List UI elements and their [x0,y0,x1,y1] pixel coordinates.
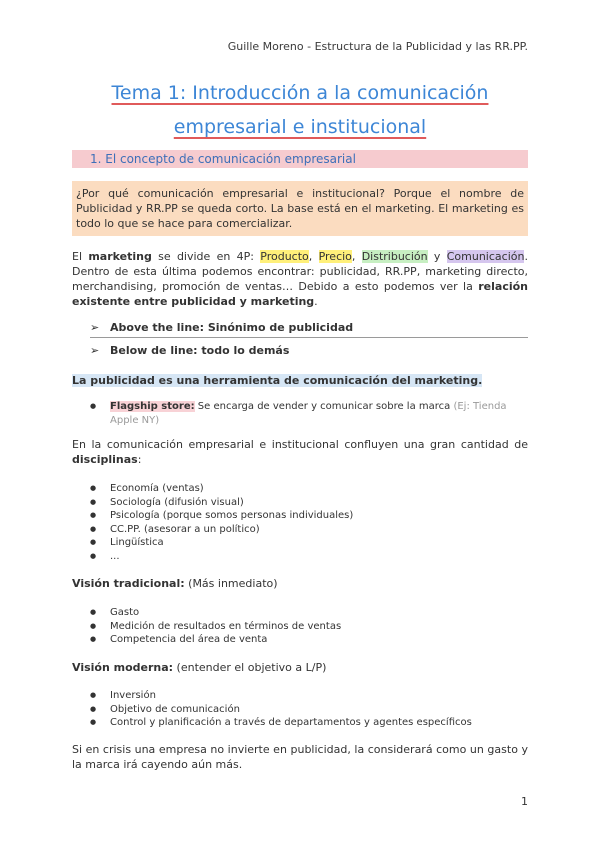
list-item: ● Sociología (difusión visual) [72,496,528,510]
vision-tradicional-heading [72,576,528,591]
page-header: Guille Moreno - Estructura de la Publicidad y las RR.PP. [227,40,528,53]
flagship-list [72,400,528,427]
highlight-precio: Precio [318,250,352,263]
highlight-comunicacion: Comunicación [446,250,525,263]
tradicional-list [72,606,528,647]
text: : [137,453,142,466]
text: (entender el objetivo a L/P) [173,661,327,674]
text: (Más inmediato) [184,577,278,590]
text: y [427,250,447,263]
list-item: ● Competencia del área de venta [72,633,528,647]
bold-text: Visión moderna: [72,661,174,674]
list-item: ● Inversión [72,689,528,703]
list-item [72,400,528,427]
text: En la comunicación empresarial e institucional confluyen una gran cantidad de [72,438,528,451]
list-item: ● Gasto [72,606,528,620]
list-item: ● Medición de resultados en términos de ventas [72,620,528,634]
bold-text: relación existente entre publicidad y marketing [72,280,528,308]
disciplinas-paragraph [72,437,528,467]
document-title [72,76,528,144]
arrow-item-above-the-line [90,321,528,338]
list-item: ● Economía (ventas) [72,482,528,496]
arrow-item-below-the-line [90,344,528,360]
text: se divide en 4P: [151,250,261,263]
list-item: ● CC.PP. (asesorar a un político) [72,523,528,537]
title-line-2: empresarial e institucional [173,116,427,138]
publicidad-statement [72,373,528,388]
closing-paragraph: Si en crisis una empresa no invierte en publicidad, la considerará como un gasto y la marca irá cayendo aún más. [72,743,528,771]
bold-text: Visión tradicional: [72,577,185,590]
callout-box: ¿Por qué comunicación empresarial e institucional? Porque el nombre de Publicidad y RR.PP se queda corto. La base está en el marketing. El marketing es todo lo que se hace para comercializar. [72,181,528,236]
arrow-bullet-icon: ➢ [90,344,100,357]
title-line-1: Tema 1: Introducción a la comunicación [111,82,489,104]
list-item: ● Objetivo de comunicación [72,703,528,717]
arrow-item-label: Above the line: Sinónimo de publicidad [110,321,354,334]
arrow-item-label: Below de line: todo lo demás [110,344,290,357]
list-item: ● Psicología (porque somos personas individuales) [72,509,528,523]
highlight-producto: Producto [260,250,309,263]
text: , [308,250,319,263]
flagship-example: (Ej: Tienda Apple NY) [110,401,507,426]
disciplinas-list [72,482,528,563]
section-heading: 1. El concepto de comunicación empresarial [72,150,528,168]
highlight-distribucion: Distribución [361,250,428,263]
list-item: ● Lingüística [72,536,528,550]
text: . [314,295,318,308]
text: . Dentro de esta última podemos encontrar: publicidad, RR.PP, marketing directo, merchandising, promoción de ventas… Debido a esto podemos ver la [72,250,528,293]
list-item: ● ... [72,550,528,564]
arrow-bullet-icon: ➢ [90,321,100,334]
moderna-list [72,689,528,730]
text: Se encarga de vender y comunicar sobre la marca [194,401,454,412]
highlight-publicidad: La publicidad es una herramienta de comunicación del marketing. [72,374,483,387]
page-number: 1 [521,795,528,808]
list-item: ● Control y planificación a través de departamentos y agentes específicos [72,716,528,730]
bold-text: marketing [88,250,152,263]
flagship-label: Flagship store: [110,401,195,412]
bold-text: disciplinas [72,453,138,466]
vision-moderna-heading [72,660,528,675]
marketing-paragraph [72,249,528,309]
text: , [351,250,362,263]
text: El [72,250,89,263]
